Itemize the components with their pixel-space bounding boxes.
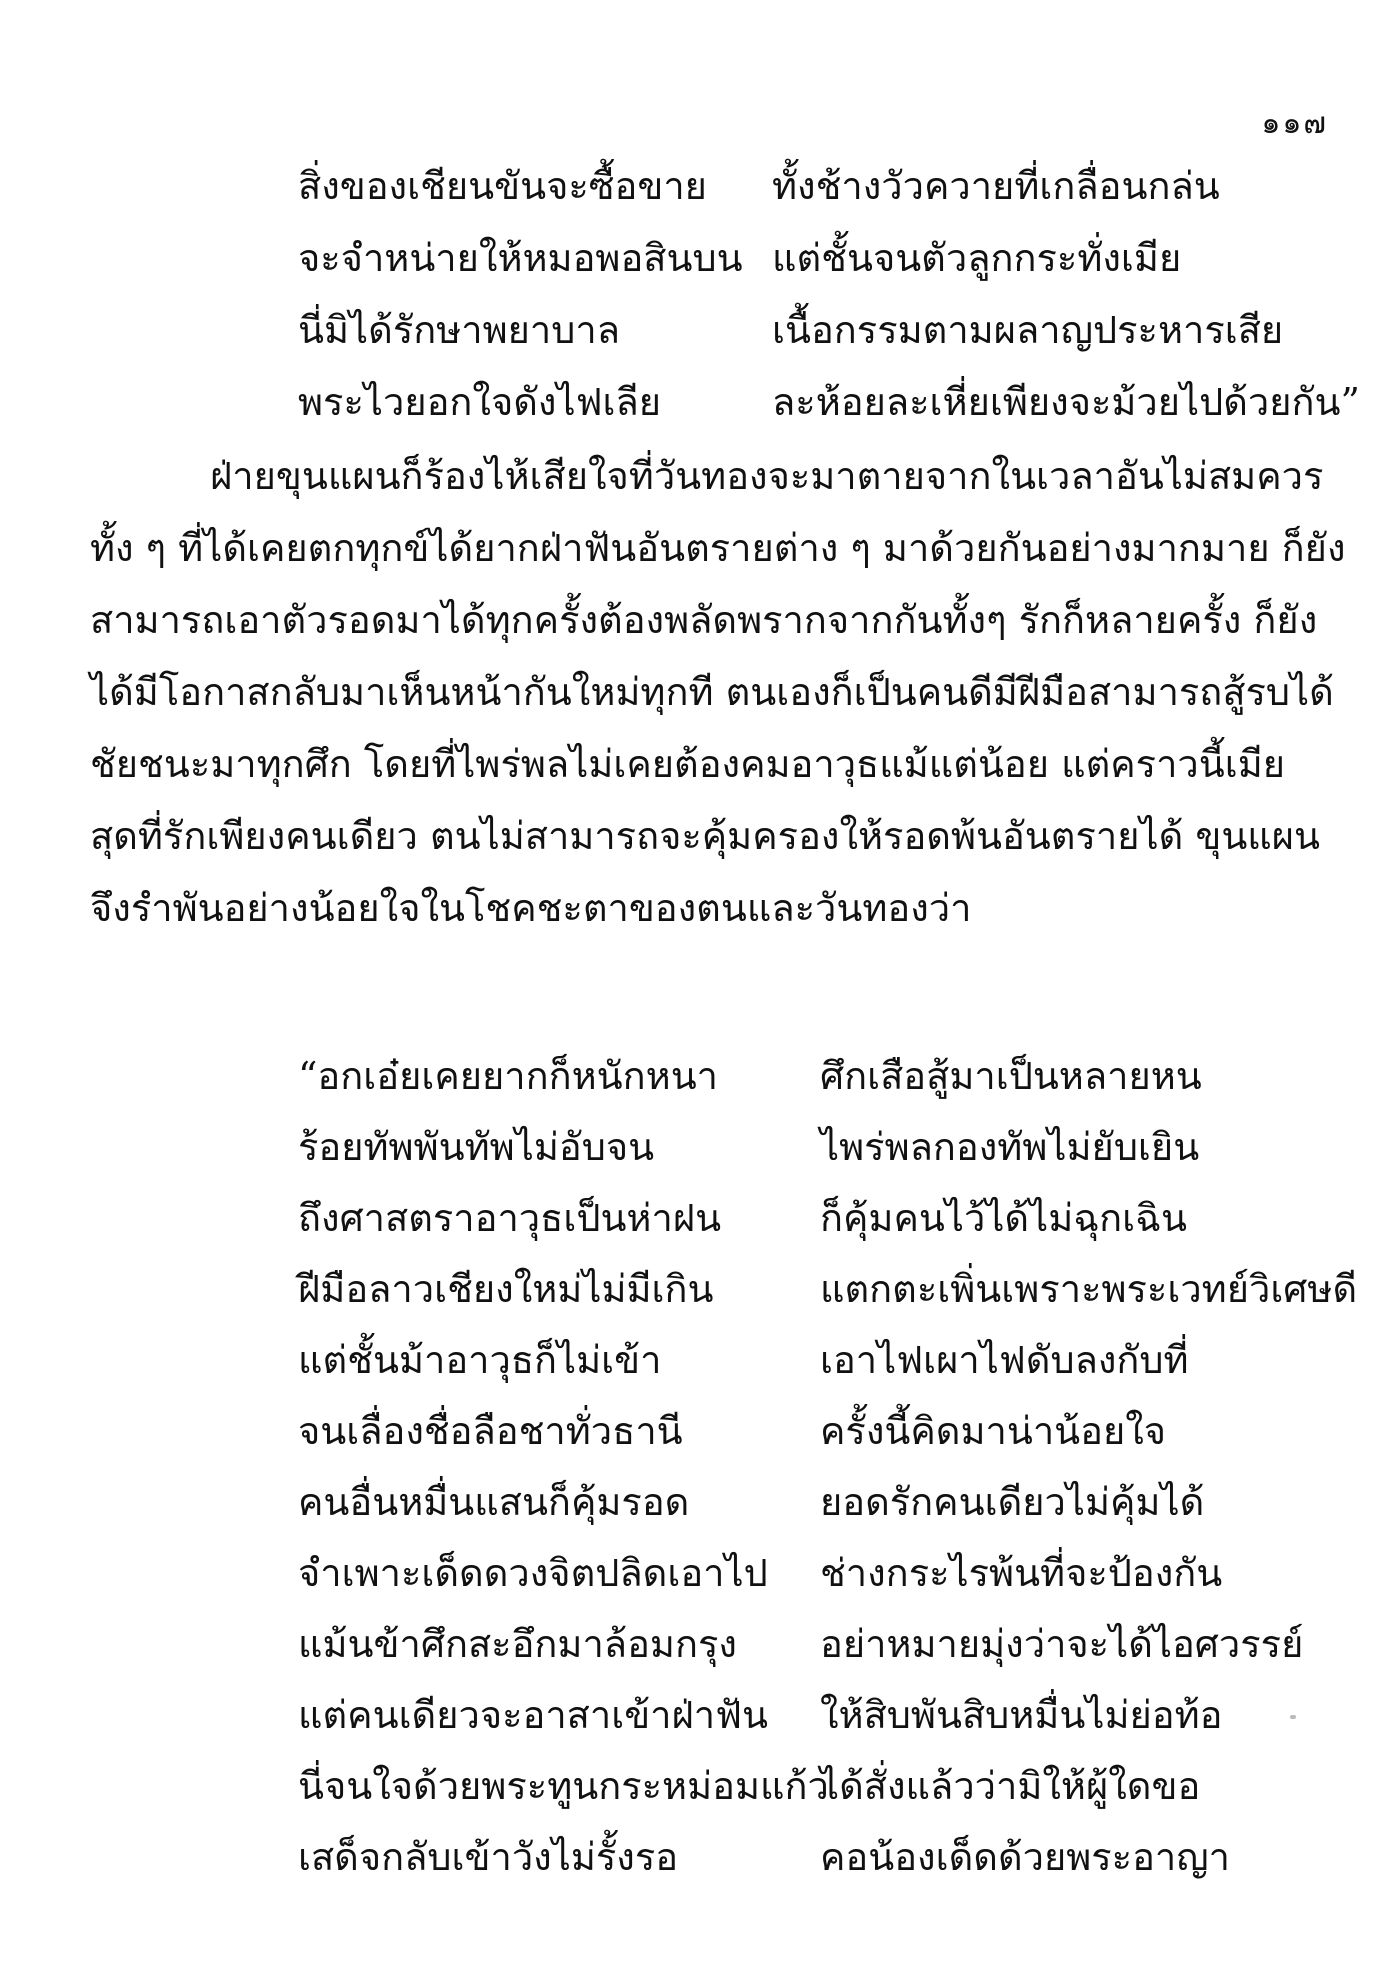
verse-row [0,1111,1400,1182]
verse-row [0,1324,1400,1395]
verse-row [0,366,1400,438]
prose-line: ฝ่ายขุนแผนก็ร้องไห้เสียใจที่วันทองจะมาตายจากในเวลาอันไม่สมควร [210,454,1324,498]
verse-first-half: แม้นข้าศึกสะอึกมาล้อมกรุง [298,1622,737,1666]
prose-line: ชัยชนะมาทุกศึก โดยที่ไพร่พลไม่เคยต้องคมอาวุธแม้แต่น้อย แต่คราวนี้เมีย [90,742,1286,786]
verse-row [0,1182,1400,1253]
verse-row [0,222,1400,294]
verse-first-half: ถึงศาสตราอาวุธเป็นห่าฝน [298,1196,722,1240]
verse-second-half: คอน้องเด็ดด้วยพระอาญา [820,1835,1230,1879]
verse-second-half: แตกตะเพิ่นเพราะพระเวทย์วิเศษดี [820,1267,1358,1311]
verse-row [0,294,1400,366]
verse-second-half: ให้สิบพันสิบหมื่นไม่ย่อท้อ [820,1693,1223,1737]
verse-second-half: ทั้งช้างวัวควายที่เกลื่อนกล่น [772,164,1220,208]
prose-line: สามารถเอาตัวรอดมาได้ทุกครั้งต้องพลัดพรากจากกันทั้งๆ รักก็หลายครั้ง ก็ยัง [90,598,1318,642]
verse-first-half: ฝีมือลาวเชียงใหม่ไม่มีเกิน [298,1267,714,1311]
page-number: ๑๑๗ [1261,106,1328,141]
prose-line: จึงรำพันอย่างน้อยใจในโชคชะตาของตนและวันทองว่า [90,886,972,930]
verse-second-half: ยอดรักคนเดียวไม่คุ้มได้ [820,1480,1205,1524]
verse-block-top [0,150,1400,438]
scan-speck [1290,1715,1296,1719]
verse-block-bottom [0,1040,1400,1892]
verse-second-half: ก็คุ้มคนไว้ได้ไม่ฉุกเฉิน [820,1196,1188,1240]
verse-row [0,1466,1400,1537]
prose-line: สุดที่รักเพียงคนเดียว ตนไม่สามารถจะคุ้มครองให้รอดพ้นอันตรายได้ ขุนแผน [90,814,1321,858]
verse-row [0,1537,1400,1608]
verse-row [0,1040,1400,1111]
verse-second-half: เอาไฟเผาไฟดับลงกับที่ [820,1338,1189,1382]
verse-first-half: คนอื่นหมื่นแสนก็คุ้มรอด [298,1480,690,1524]
verse-second-half: ครั้งนี้คิดมาน่าน้อยใจ [820,1409,1167,1453]
verse-row [0,1821,1400,1892]
verse-second-half: แต่ชั้นจนตัวลูกกระทั่งเมีย [772,236,1182,280]
verse-first-half: นี่จนใจด้วยพระทูนกระหม่อมแก้ว [298,1764,829,1808]
verse-second-half: ละห้อยละเหี่ยเพียงจะม้วยไปด้วยกัน” [772,380,1360,424]
verse-row [0,1608,1400,1679]
verse-row [0,150,1400,222]
verse-first-half: แต่คนเดียวจะอาสาเข้าฝ่าฟัน [298,1693,768,1737]
prose-line: ทั้ง ๆ ที่ได้เคยตกทุกข์ได้ยากฝ่าฟันอันตรายต่าง ๆ มาด้วยกันอย่างมากมาย ก็ยัง [90,526,1346,570]
verse-second-half: อย่าหมายมุ่งว่าจะได้ไอศวรรย์ [820,1622,1304,1666]
verse-row [0,1679,1400,1750]
verse-row [0,1395,1400,1466]
verse-second-half: ไพร่พลกองทัพไม่ยับเยิน [820,1125,1200,1169]
verse-first-half: จำเพาะเด็ดดวงจิตปลิดเอาไป [298,1551,768,1595]
verse-first-half: จะจำหน่ายให้หมอพอสินบน [298,236,743,280]
verse-first-half: “อกเอ๋ยเคยยากก็หนักหนา [298,1054,719,1098]
verse-second-half: ช่างกระไรพ้นที่จะป้องกัน [820,1551,1223,1595]
verse-first-half: จนเลื่องชื่อลือชาทั่วธานี [298,1409,683,1453]
verse-second-half: ได้สั่งแล้วว่ามิให้ผู้ใดขอ [820,1764,1201,1808]
verse-row [0,1253,1400,1324]
verse-row [0,1750,1400,1821]
verse-second-half: เนื้อกรรมตามผลาญประหารเสีย [772,308,1284,352]
verse-first-half: เสด็จกลับเข้าวังไม่รั้งรอ [298,1835,679,1879]
verse-first-half: แต่ชั้นม้าอาวุธก็ไม่เข้า [298,1338,662,1382]
verse-first-half: ร้อยทัพพันทัพไม่อับจน [298,1125,655,1169]
verse-first-half: สิ่งของเชียนขันจะซื้อขาย [298,164,707,208]
verse-second-half: ศึกเสือสู้มาเป็นหลายหน [820,1054,1202,1098]
prose-line: ได้มีโอกาสกลับมาเห็นหน้ากันใหม่ทุกที ตนเองก็เป็นคนดีมีฝีมือสามารถสู้รบได้ [90,670,1334,714]
prose-paragraph [90,440,1346,944]
verse-first-half: พระไวยอกใจดังไฟเลีย [298,380,662,424]
verse-first-half: นี่มิได้รักษาพยาบาล [298,308,621,352]
